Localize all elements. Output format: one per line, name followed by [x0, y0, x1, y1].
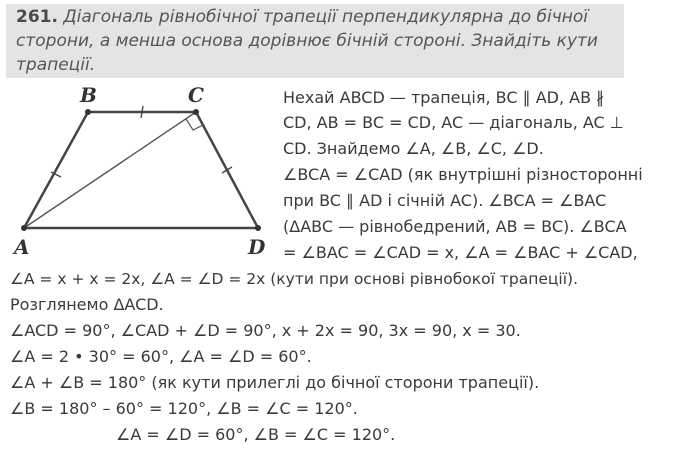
solution-line: Нехай ABCD — трапеція, BC ∥ AD, AB ∦ — [283, 88, 605, 107]
task-line-3: трапеції. — [16, 55, 96, 75]
solution-line: CD, AB = BC = CD, AC — діагональ, AC ⊥ — [283, 113, 624, 132]
vertex-c-dot — [193, 109, 199, 115]
trapezoid-figure — [0, 78, 280, 263]
solution-answer: ∠A = ∠D = 60°, ∠B = ∠C = 120°. — [116, 425, 396, 444]
solution-line: ∠A + ∠B = 180° (як кути прилеглі до бічної сторони трапеції). — [10, 373, 540, 392]
vertex-a-label: A — [14, 235, 30, 259]
task-number: 261. — [16, 7, 58, 27]
solution-line: Розглянемо ΔACD. — [10, 295, 164, 314]
solution-line: ∠B = 180° – 60° = 120°, ∠B = ∠C = 120°. — [10, 399, 358, 418]
vertex-b-dot — [85, 109, 91, 115]
vertex-c-label: C — [188, 83, 204, 107]
solution-line: при BC ∥ AD і січній AC). ∠BCA = ∠BAC — [283, 191, 607, 210]
vertex-d-label: D — [248, 235, 266, 259]
tick-bc — [141, 106, 143, 118]
solution-line: ∠A = x + x = 2x, ∠A = ∠D = 2x (кути при основі рівнобокої трапеції). — [10, 270, 578, 288]
task-line-2: сторони, а менша основа дорівнює бічній стороні. Знайдіть кути — [16, 31, 598, 51]
solution-line: (ΔABC — рівнобедрений, AB = BC). ∠BCA — [283, 217, 627, 236]
task-text-1: Діагональ рівнобічної трапеції перпендикулярна до бічної — [63, 7, 589, 27]
solution-line: = ∠BAC = ∠CAD = x, ∠A = ∠BAC + ∠CAD, — [283, 243, 638, 262]
vertex-a-dot — [21, 225, 27, 231]
diagonal-ac — [24, 112, 196, 228]
task-statement — [6, 4, 624, 78]
side-ab — [24, 112, 88, 228]
vertex-b-label: B — [80, 83, 97, 107]
solution-line: CD. Знайдемо ∠A, ∠B, ∠C, ∠D. — [283, 139, 544, 158]
solution-line: ∠A = 2 • 30° = 60°, ∠A = ∠D = 60°. — [10, 347, 312, 366]
solution-line: ∠ACD = 90°, ∠CAD + ∠D = 90°, x + 2x = 90, 3x = 90, x = 30. — [10, 321, 521, 340]
task-line-1 — [16, 6, 588, 28]
solution-line: ∠BCA = ∠CAD (як внутрішні різносторонні — [283, 165, 643, 184]
vertex-d-dot — [255, 225, 261, 231]
